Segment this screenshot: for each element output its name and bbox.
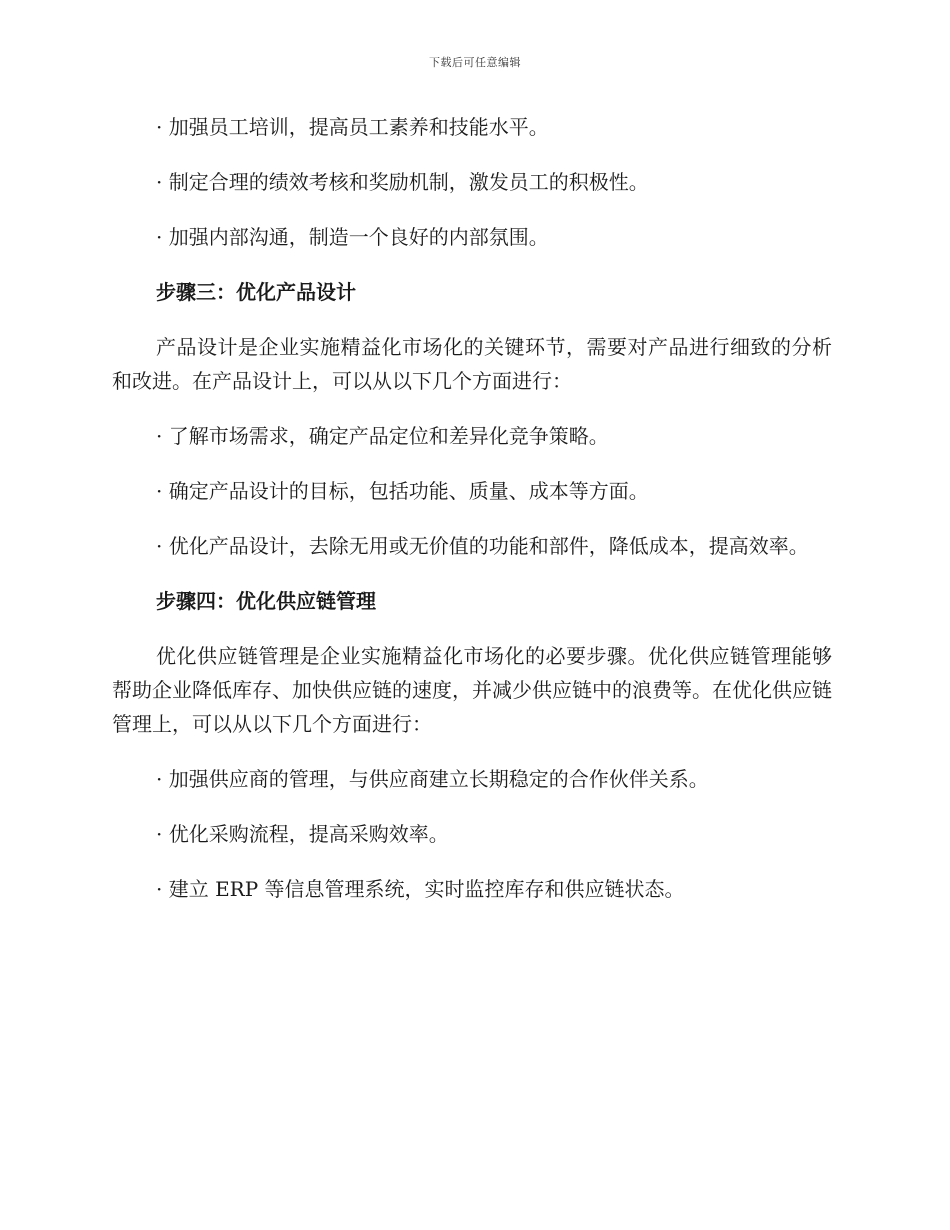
bullet-item: · 建立 ERP 等信息管理系统，实时监控库存和供应链状态。 <box>156 877 685 901</box>
header-note: 下载后可任意编辑 <box>429 56 521 69</box>
bullet-item: · 加强员工培训，提高员工素养和技能水平。 <box>156 115 549 139</box>
section-heading: 步骤四：优化供应链管理 <box>156 589 376 613</box>
bullet-item: · 优化产品设计，去除无用或无价值的功能和部件，降低成本，提高效率。 <box>156 534 809 558</box>
bullet-item: · 确定产品设计的目标，包括功能、质量、成本等方面。 <box>156 479 649 503</box>
bullet-item: · 了解市场需求，确定产品定位和差异化竞争策略。 <box>156 424 609 448</box>
bullet-item: · 优化采购流程，提高采购效率。 <box>156 822 449 846</box>
bullet-item: · 加强内部沟通，制造一个良好的内部氛围。 <box>156 225 549 249</box>
bullet-item: · 加强供应商的管理，与供应商建立长期稳定的合作伙伴关系。 <box>156 767 709 791</box>
document-body <box>112 110 832 927</box>
paragraph: 产品设计是企业实施精益化市场化的关键环节，需要对产品进行细致的分析和改进。在产品设计上，可以从以下几个方面进行： <box>112 335 832 393</box>
section-heading: 步骤三：优化产品设计 <box>156 280 356 304</box>
bullet-item: · 制定合理的绩效考核和奖励机制，激发员工的积极性。 <box>156 170 649 194</box>
paragraph: 优化供应链管理是企业实施精益化市场化的必要步骤。优化供应链管理能够帮助企业降低库存、加快供应链的速度，并减少供应链中的浪费等。在优化供应链管理上，可以从以下几个方面进行： <box>112 644 832 736</box>
